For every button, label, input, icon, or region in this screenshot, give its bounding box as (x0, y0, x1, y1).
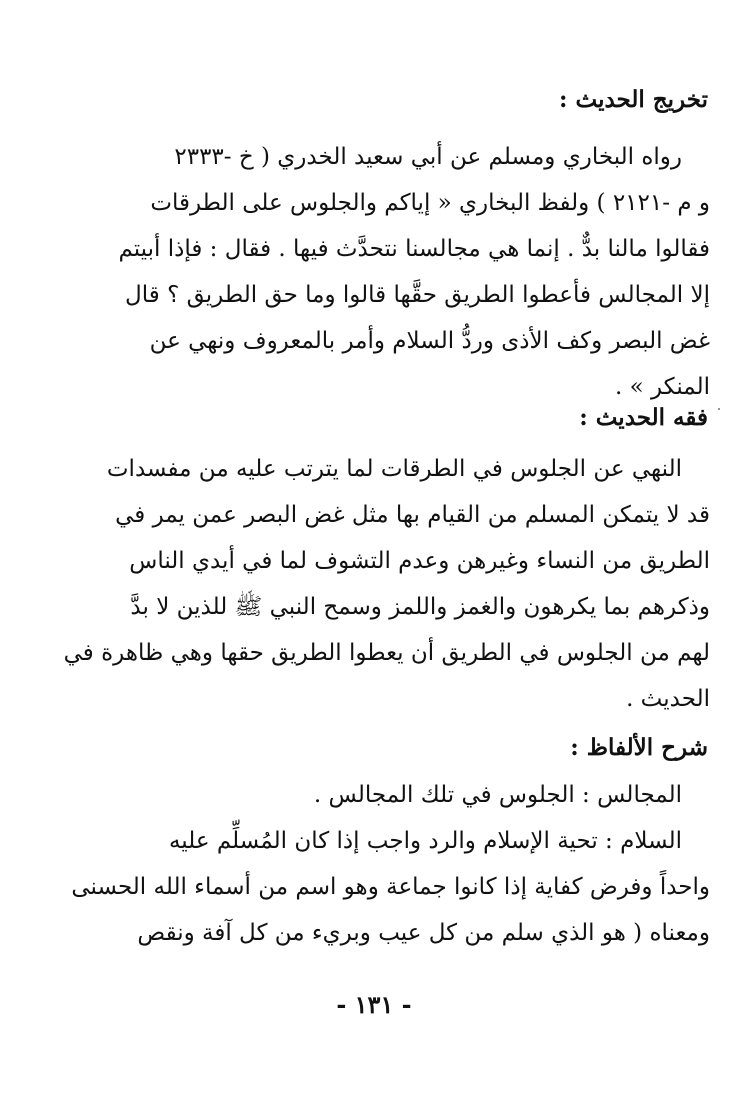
section-body-takhrij (60, 134, 710, 410)
text-line: غض البصر وكف الأذى وردُّ السلام وأمر بالمعروف ونهي عن (149, 328, 710, 354)
text-line: وذكرهم بما يكرهون والغمز واللمز وسمح النبي ﷺ للذين لا بدَّ (130, 594, 710, 620)
section-heading-fiqh: فقه الحديث : (579, 404, 708, 431)
text-line: فقالوا مالنا بدٌّ . إنما هي مجالسنا نتحدَّث فيها . فقال : فإذا أبيتم (118, 236, 710, 262)
text-line: لهم من الجلوس في الطريق أن يعطوا الطريق حقها وهي ظاهرة في (63, 640, 710, 666)
scan-speck (718, 408, 720, 410)
section-body-sharh (60, 772, 710, 956)
text-line: السلام : تحية الإسلام والرد واجب إذا كان المُسلِّم عليه (168, 828, 682, 854)
text-line: المجالس : الجلوس في تلك المجالس . (313, 782, 682, 808)
text-line: المنكر » . (614, 374, 710, 400)
section-body-fiqh (60, 446, 710, 722)
text-line: إلا المجالس فأعطوا الطريق حقَّها قالوا وما حق الطريق ؟ قال (125, 282, 710, 308)
text-line: الحديث . (626, 686, 710, 712)
text-line: النهي عن الجلوس في الطرقات لما يترتب عليه من مفسدات (106, 456, 682, 482)
section-heading-sharh: شرح الألفاظ : (570, 734, 708, 761)
text-line: رواه البخاري ومسلم عن أبي سعيد الخدري ( خ -٢٣٣٣ (174, 144, 682, 170)
text-line: واحداً وفرض كفاية إذا كانوا جماعة وهو اسم من أسماء الله الحسنى (71, 874, 710, 900)
text-line: و م -٢١٢١ ) ولفظ البخاري « إياكم والجلوس على الطرقات (150, 190, 710, 216)
text-line: قد لا يتمكن المسلم من القيام بها مثل غض البصر عمن يمر في (115, 502, 710, 528)
text-line: ومعناه ( هو الذي سلم من كل عيب وبريء من كل آفة ونقص (137, 920, 710, 946)
text-line: الطريق من النساء وغيرهن وعدم التشوف لما في أيدي الناس (129, 548, 710, 574)
page-number: - ١٣١ - (336, 990, 412, 1019)
section-heading-takhrij: تخريج الحديث : (559, 86, 708, 113)
